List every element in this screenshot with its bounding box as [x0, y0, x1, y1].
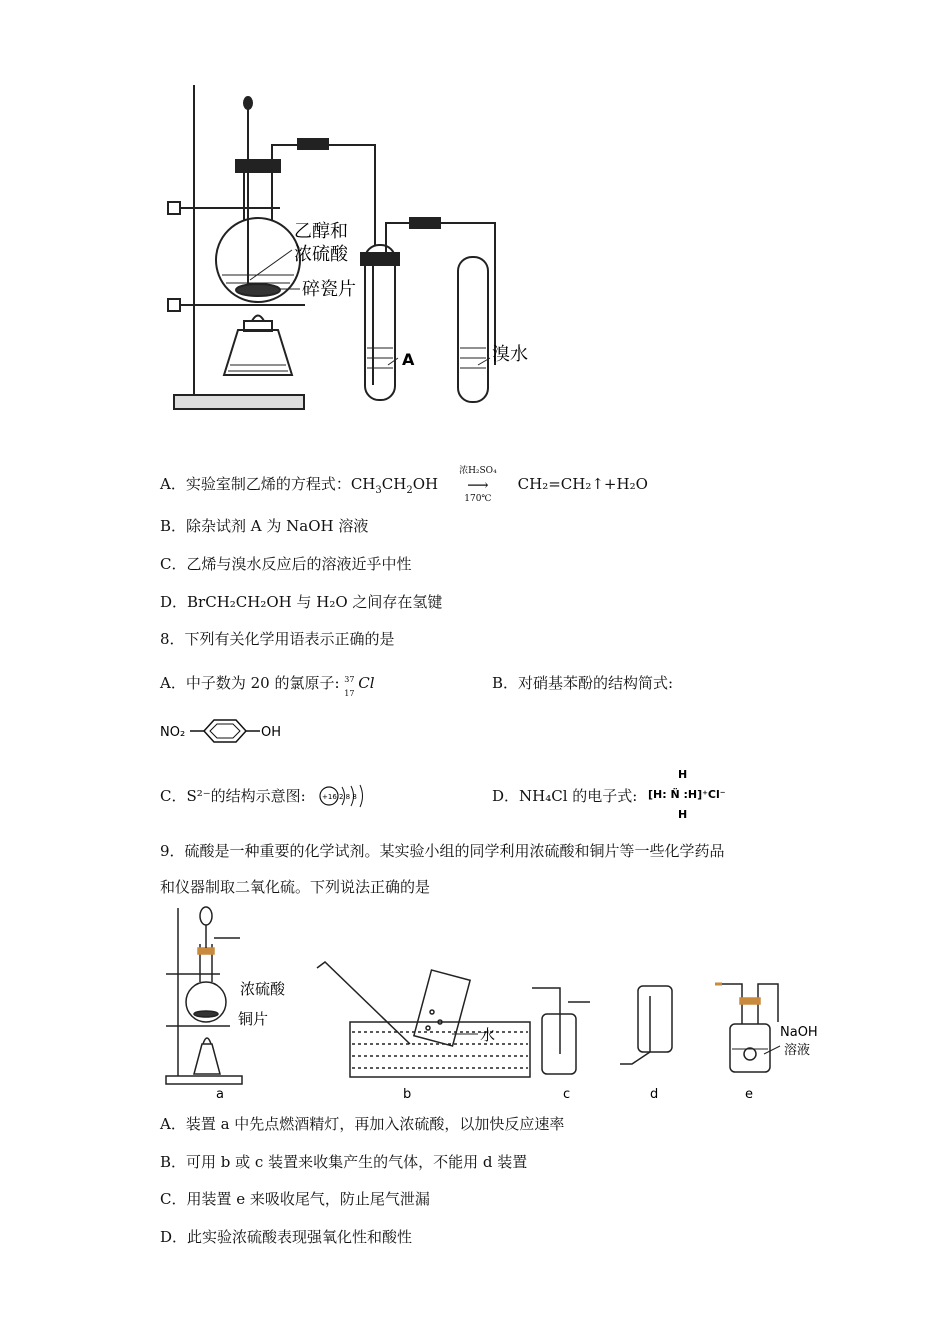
- label-reagents-2: 浓硫酸: [294, 244, 348, 265]
- q8-option-B: B．对硝基苯酚的结构简式:: [492, 674, 674, 692]
- mass-number: 37: [344, 675, 355, 684]
- label-reagents-1: 乙醇和: [294, 221, 348, 242]
- q7-option-B: B．除杂试剂 A 为 NaOH 溶液: [160, 517, 369, 535]
- q9-option-D: D．此实验浓硫酸表现强氧化性和酸性: [160, 1228, 413, 1246]
- q9-stem-line1: 9．硫酸是一种重要的化学试剂。某实验小组的同学利用浓硫酸和铜片等一些化学药品: [160, 842, 725, 860]
- svg-text:H: H: [678, 808, 688, 820]
- svg-text:OH: OH: [261, 725, 282, 740]
- q9-option-B: B．可用 b 或 c 装置来收集产生的气体，不能用 d 装置: [160, 1153, 528, 1171]
- q9-option-C: C．用装置 e 来吸收尾气，防止尾气泄漏: [160, 1190, 430, 1208]
- svg-text:[H: N̈ :H]⁺Cl⁻: [H: N̈ :H]⁺Cl⁻: [648, 788, 726, 801]
- svg-text:NO₂: NO₂: [160, 725, 186, 740]
- svg-text:c: c: [563, 1087, 571, 1102]
- svg-text:+16: +16: [322, 793, 337, 801]
- svg-text:d: d: [650, 1087, 659, 1102]
- svg-text:水: 水: [480, 1026, 496, 1044]
- q9-stem-line2: 和仪器制取二氧化硫。下列说法正确的是: [160, 878, 431, 896]
- q8-option-C: C．S²⁻的结构示意图:: [160, 787, 306, 805]
- q7-option-C: C．乙烯与溴水反应后的溶液近乎中性: [160, 555, 412, 573]
- q7-cond-bottom: 170℃: [464, 494, 492, 504]
- label-A: A: [402, 350, 415, 369]
- svg-text:2 8 8: 2 8 8: [339, 793, 357, 801]
- q9-option-A: A．装置 a 中先点燃酒精灯，再加入浓硫酸，以加快反应速率: [160, 1115, 565, 1133]
- q7-option-A: A．实验室制乙烯的方程式：$CH_3CH_2OH$ 浓H₂SO₄ ⟶ 170℃ CH₂=CH₂↑+H₂O: [160, 474, 648, 501]
- atomic-number: 17: [344, 689, 355, 698]
- q8-option-A: A．中子数为 20 的氯原子: 37 17 Cl: [160, 673, 375, 694]
- svg-text:H: H: [678, 768, 688, 781]
- q7-option-D: D．BrCH₂CH₂OH 与 H₂O 之间存在氢键: [160, 593, 443, 611]
- svg-text:NaOH: NaOH: [780, 1025, 818, 1040]
- s2-structure-diagram: [318, 783, 378, 809]
- ethylene-apparatus-figure: [160, 75, 560, 420]
- q7-arrow: ⟶: [467, 476, 489, 494]
- svg-text:b: b: [403, 1087, 412, 1102]
- nh4cl-electron-formula: [648, 768, 758, 820]
- svg-text:a: a: [216, 1087, 224, 1102]
- q7-cond-top: 浓H₂SO₄: [459, 466, 497, 476]
- svg-text:铜片: 铜片: [238, 1010, 269, 1028]
- label-chips: 碎瓷片: [302, 279, 356, 300]
- svg-text:溶液: 溶液: [784, 1043, 811, 1058]
- q8-stem: 8．下列有关化学用语表示正确的是: [160, 630, 395, 648]
- nitrophenol-structure: [160, 716, 290, 746]
- svg-text:e: e: [745, 1087, 753, 1102]
- q8-option-D: D．NH₄Cl 的电子式:: [492, 787, 638, 805]
- svg-text:浓硫酸: 浓硫酸: [240, 980, 286, 998]
- label-bromine: 溴水: [492, 344, 528, 365]
- chlorine-symbol: Cl: [358, 674, 375, 692]
- so2-apparatus-figure: [160, 904, 840, 1104]
